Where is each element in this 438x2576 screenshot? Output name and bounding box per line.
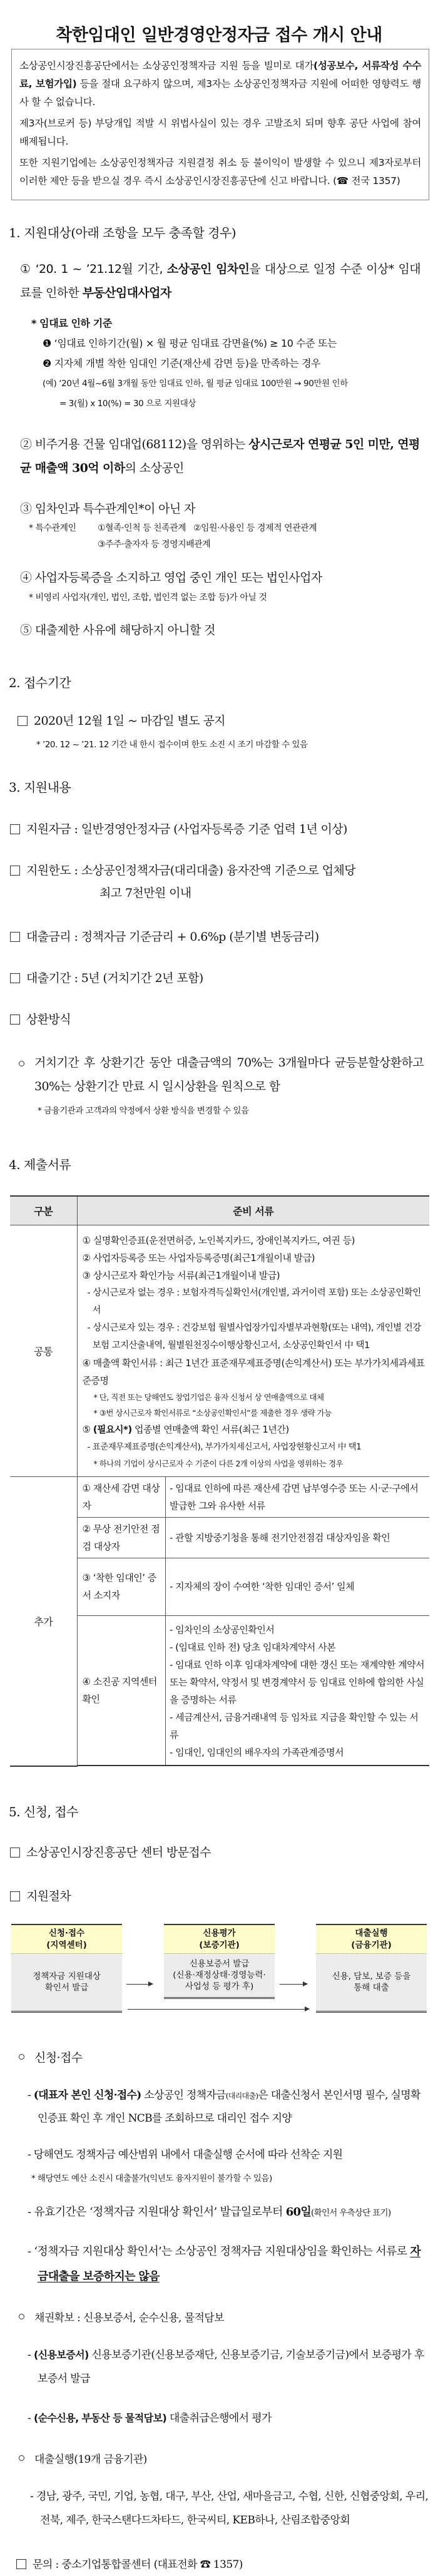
circle-bullet-icon (19, 2455, 24, 2461)
square-bullet-icon (10, 932, 20, 942)
arrow-right-icon (128, 2009, 309, 2010)
square-bullet-icon (16, 2559, 26, 2569)
section-title: 2. 접수기간 (9, 675, 71, 690)
square-bullet-icon (10, 824, 20, 834)
eligibility-item-1: ① ‘20. 1 ~ ’21.12월 기간, 소상공인 임차인을 대상으로 일정 수준 이상* 임대료를 인하한 부동산임대사업자 (20, 262, 420, 300)
rent-reduction-criteria: * 임대료 인하 기준 ❶ ‘임대료 인하기간(월) × 월 평균 임대료 감면율(%) ≥ 10 수준 또는 ❷ 지자체 개별 착한 임대인 기준(재산세 감면 등)을 만족하는 경우 (예) ‘20년 4월~6월 3개월 동안 임대료 인하, 월 평균 임대료 100만원 → 90만원 인하 = 3(월) x 10(%) = 30 으로 지원대상 (31, 317, 348, 409)
flow-step-loan: 대출실행 (금융기관) 신용, 담보, 보증 등을 통해 대출 (316, 1924, 427, 2013)
square-bullet-icon (10, 1891, 20, 1901)
notice-paragraph-1: 소상공인시장진흥공단에서는 소상공인정책자금 지원 등을 빌미로 대가(성공보수, 서류작성 수수료, 보험가입) 등을 절대 요구하지 않으며, 제3자는 소상공인정책자금 지원에 어떠한 영향력도 행사 할 수 없습니다. (19, 60, 422, 108)
section-title: 5. 신청, 접수 (9, 1804, 78, 1819)
circle-bullet-icon (19, 2054, 24, 2060)
support-fund: 지원자금 : 일반경영안정자금 (사업자등록증 기준 업력 1년 이상) (10, 818, 438, 841)
repayment-method-title: 상환방식 (10, 1008, 438, 1031)
bond-rule-2: - (순수신용, 부동산 등 물적담보) 대출취급은행에서 평가 (28, 2411, 272, 2425)
lending-banks-list: - 경남, 광주, 국민, 기업, 농협, 대구, 부산, 산업, 새마을금고, 수협, 신한, 신협중앙회, 우리, 전북, 제주, 한국스탠다드차타드, 한국씨티, KEB하나, 산림조합중앙회 (30, 2490, 429, 2527)
loan-term: 대출기간 : 5년 (거치기간 2년 포함) (10, 967, 438, 989)
circle-bullet-icon (19, 2314, 24, 2319)
square-bullet-icon (18, 716, 28, 726)
procedure-flow-diagram (11, 1924, 438, 2024)
flow-step-credit-eval: 신용평가 (보증기관) 신용보증서 발급 (신용·재정상태·경영능력· 사업성 등 평가 후) (164, 1924, 275, 1999)
application-period: 2020년 12월 1일 ~ 마감일 별도 공지 (18, 710, 438, 732)
square-bullet-icon (10, 1848, 20, 1858)
section-eligibility (0, 223, 438, 641)
section-application (0, 1802, 438, 2576)
section-period (0, 673, 438, 754)
section-title: 4. 제출서류 (9, 1157, 71, 1172)
apply-rule-2: - 당해연도 정책자금 예산범위 내에서 대출실행 순서에 따라 선착순 지원 (28, 2148, 343, 2161)
visit-application: 소상공인시장진흥공단 센터 방문접수 (10, 1841, 438, 1864)
apply-title: 신청·접수 (19, 2047, 438, 2069)
contact-info: 문의 : 중소기업통합콜센터 (대표전화 ☎ 1357) (16, 2553, 438, 2576)
square-bullet-icon (10, 973, 20, 983)
table-row: ③ ‘착한 임대인’ 증서 소지자 - 지자체의 장이 수여한 ‘착한 임대인 증서’ 일체 (78, 1558, 430, 1615)
table-row-common: 공통 ① 실명확인증표(운전면허증, 노인복지카드, 장애인복지카드, 여권 등) ② 사업자등록증 또는 사업자등록증명(최근1개월이내 발급) ③ 상시근로자 확인가능 서류(최근1개월이내 발급) - 상시근로자 없는 경우 : 보험자격득실확인서(개인별, 과거이력 포함) 또는 소상공인확인서 - 상시근로자 있는 경우 : 건강보험 월별사업장가입자별부과현황(또는 내역), 개인별 건강보험 고지산출내역, 월별원천징수이행상황신고서, 소상공인확인서 中 택1 ④ 매출액 확인서류 : 최근 1년간 표준재무제표증명(손익계산서) 또는 부가가치세과세표준증명 * 단, 직전 또는 당해연도 창업기업은 융자 신청서 상 연매출액으로 대체 * ③번 상시근로자 확인서류로 “소상공인확인서”를 제출한 경우 생략 가능 ⑤ (필요시*) 업종별 연매출액 확인 서류(최근 1년간) - 표준재무제표증명(손익계산서), 부가가치세신고서, 사업장현황신고서 中 택1 * 하나의 기업이 상시근로자 수 기준이 다른 2개 이상의 사업을 영위하는 경우 (10, 1225, 429, 1476)
eligibility-item-3: ③ 임차인과 특수관계인*이 아닌 자 * 특수관계인 ①혈족·인척 등 친족관계 ②임원·사용인 등 경제적 연관관계 ③주주·출자자 등 경영지배관계 (20, 502, 317, 549)
bond-rule-1: - (신용보증서) 신용보증기관(신용보증재단, 신용보증기금, 기술보증기금)에서 보증평가 후 보증서 발급 (28, 2348, 424, 2385)
section-title: 3. 지원내용 (9, 780, 71, 795)
table-row: ② 무상 전기안전 점검 대상자 - 관할 지방중기청을 통해 전기안전점검 대상자임을 확인 (78, 1517, 430, 1558)
loan-execution-title: 대출실행(19개 금융기관) (19, 2448, 438, 2471)
eligibility-item-5: ⑤ 대출제한 사유에 해당하지 아니할 것 (20, 623, 215, 637)
square-bullet-icon (10, 1015, 20, 1025)
notice-paragraph-3: 또한 지원기업에는 소상공인정책자금 지원결정 취소 등 불이익이 발생할 수 있으니 제3자로부터 이러한 제안 등을 받으실 경우 즉시 소상공인시장진흥공단에 신고 바랍니다. (☎ 전국 1357) (19, 157, 421, 187)
documents-table (10, 1195, 429, 1767)
arrow-right-icon (280, 1984, 307, 1985)
table-header-row: 구분 준비 서류 (10, 1196, 429, 1225)
eligibility-item-4: ④ 사업자등록증을 소지하고 영업 중인 개인 또는 법인사업자 * 비영리 사업자(개인, 법인, 조합, 법인격 없는 조합 등)가 아닐 것 (20, 571, 322, 603)
warning-notice-box (11, 49, 429, 200)
apply-rule-2-note: * 해당연도 예산 소진시 대출불가(익년도 융자지원이 불가할 수 있음) (31, 2173, 272, 2184)
repayment-method: 거치기간 후 상환기간 동안 대출금액의 70%는 3개월마다 균등분할상환하고 30%는 상환기간 만료 시 일시상환을 원칙으로 함 (19, 1051, 438, 1098)
section-documents (0, 1155, 438, 1767)
circle-bullet-icon (19, 1061, 24, 1066)
section-support-details (0, 777, 438, 1120)
section-title: 1. 지원대상(아래 조항을 모두 충족할 경우) (9, 225, 237, 240)
additional-documents-table (78, 1477, 430, 1766)
period-note: * ’20. 12 ~ ’21. 12 기간 내 한시 접수이며 한도 소진 시 조기 마감할 수 있음 (36, 740, 308, 750)
procedure-title: 지원절차 (10, 1885, 438, 1908)
table-row-additional: 추가 ① 재산세 감면 대상자 - 임대료 인하에 따른 재산세 감면 납부영수증 또는 시·군·구에서 발급한 그와 유사한 서류 ② 무상 전기안전 점검 대상자 - 관할 지방중기청을 통해 전기안전점검 대상자임을 확인 ③ ‘착한 임대인’ 증서 소지자 - 지자체의 장이 수여한 ‘착한 임대인 증서’ 일체 ④ 소진공 지역센터 확인 - 임차인의 소상공인확인서 - (임대료 인하 전) 당초 임대차계약서 사본 - 임대료 인하 이후 임대차계약에 대한 갱신 또는 재계약한 계약서 또는 확약서, 약정서 및 변경계약서 등 임대료 인하에 합의한 사실을 증명하는 서류 - 세금계산서, 금융거래내역 등 임차료 지급을 확인할 수 있는 서류 - 임대인, 임대인의 배우자의 가족관계증명서 (10, 1476, 429, 1766)
flow-step-apply: 신청·접수 (지역센터) 정책자금 지원대상 확인서 발급 (11, 1924, 122, 2013)
support-limit: 지원한도 : 소상공인정책자금(대리대출) 융자잔액 기준으로 업체당 최고 7천만원 이내 (10, 859, 438, 904)
bond-title: 채권확보 : 신용보증서, 순수신용, 물적담보 (19, 2307, 438, 2329)
apply-rule-3: - 유효기간은 ‘정책자금 지원대상 확인서’ 발급일로부터 60일(확인서 우측상단 표기) (28, 2205, 391, 2219)
table-row: ① 재산세 감면 대상자 - 임대료 인하에 따른 재산세 감면 납부영수증 또는 시·군·구에서 발급한 그와 유사한 서류 (78, 1477, 430, 1518)
eligibility-item-2: ② 비주거용 건물 임대업(68112)을 영위하는 상시근로자 연평균 5인 미만, 연평균 매출액 30억 이하의 소상공인 (20, 437, 420, 475)
apply-rule-4: - ‘정책자금 지원대상 확인서’는 소상공인 정책자금 지원대상임을 확인하는 서류로 자금대출을 보증하지는 않음 (28, 2244, 421, 2283)
page-title: 착한임대인 일반경영안정자금 접수 개시 안내 (56, 26, 382, 45)
notice-paragraph-2: 제3자(브로커 등) 부당개입 적발 시 위법사실이 있는 경우 고발조치 되며 향후 공단 사업에 참여 배제됩니다. (19, 118, 421, 147)
repayment-note: * 금융기관과 고객과의 약정에서 상환 방식을 변경할 수 있음 (38, 1106, 249, 1116)
loan-rate: 대출금리 : 정책자금 기준금리 + 0.6%p (분기별 변동금리) (10, 926, 438, 948)
apply-rule-1: - (대표자 본인 신청·접수) 소상공인 정책자금(대리대출)은 대출신청서 본인서명 필수, 실명확인증표 확인 후 개인 NCB를 조회하므로 대리인 접수 지양 (28, 2088, 420, 2125)
square-bullet-icon (10, 866, 20, 876)
table-row: ④ 소진공 지역센터 확인 - 임차인의 소상공인확인서 - (임대료 인하 전) 당초 임대차계약서 사본 - 임대료 인하 이후 임대차계약에 대한 갱신 또는 재계약한 계약서 또는 확약서, 약정서 및 변경계약서 등 임대료 인하에 합의한 사실을 증명하는 서류 - 세금계산서, 금융거래내역 등 임차료 지급을 확인할 수 있는 서류 - 임대인, 임대인의 배우자의 가족관계증명서 (78, 1615, 430, 1766)
arrow-right-icon (126, 1984, 153, 1985)
